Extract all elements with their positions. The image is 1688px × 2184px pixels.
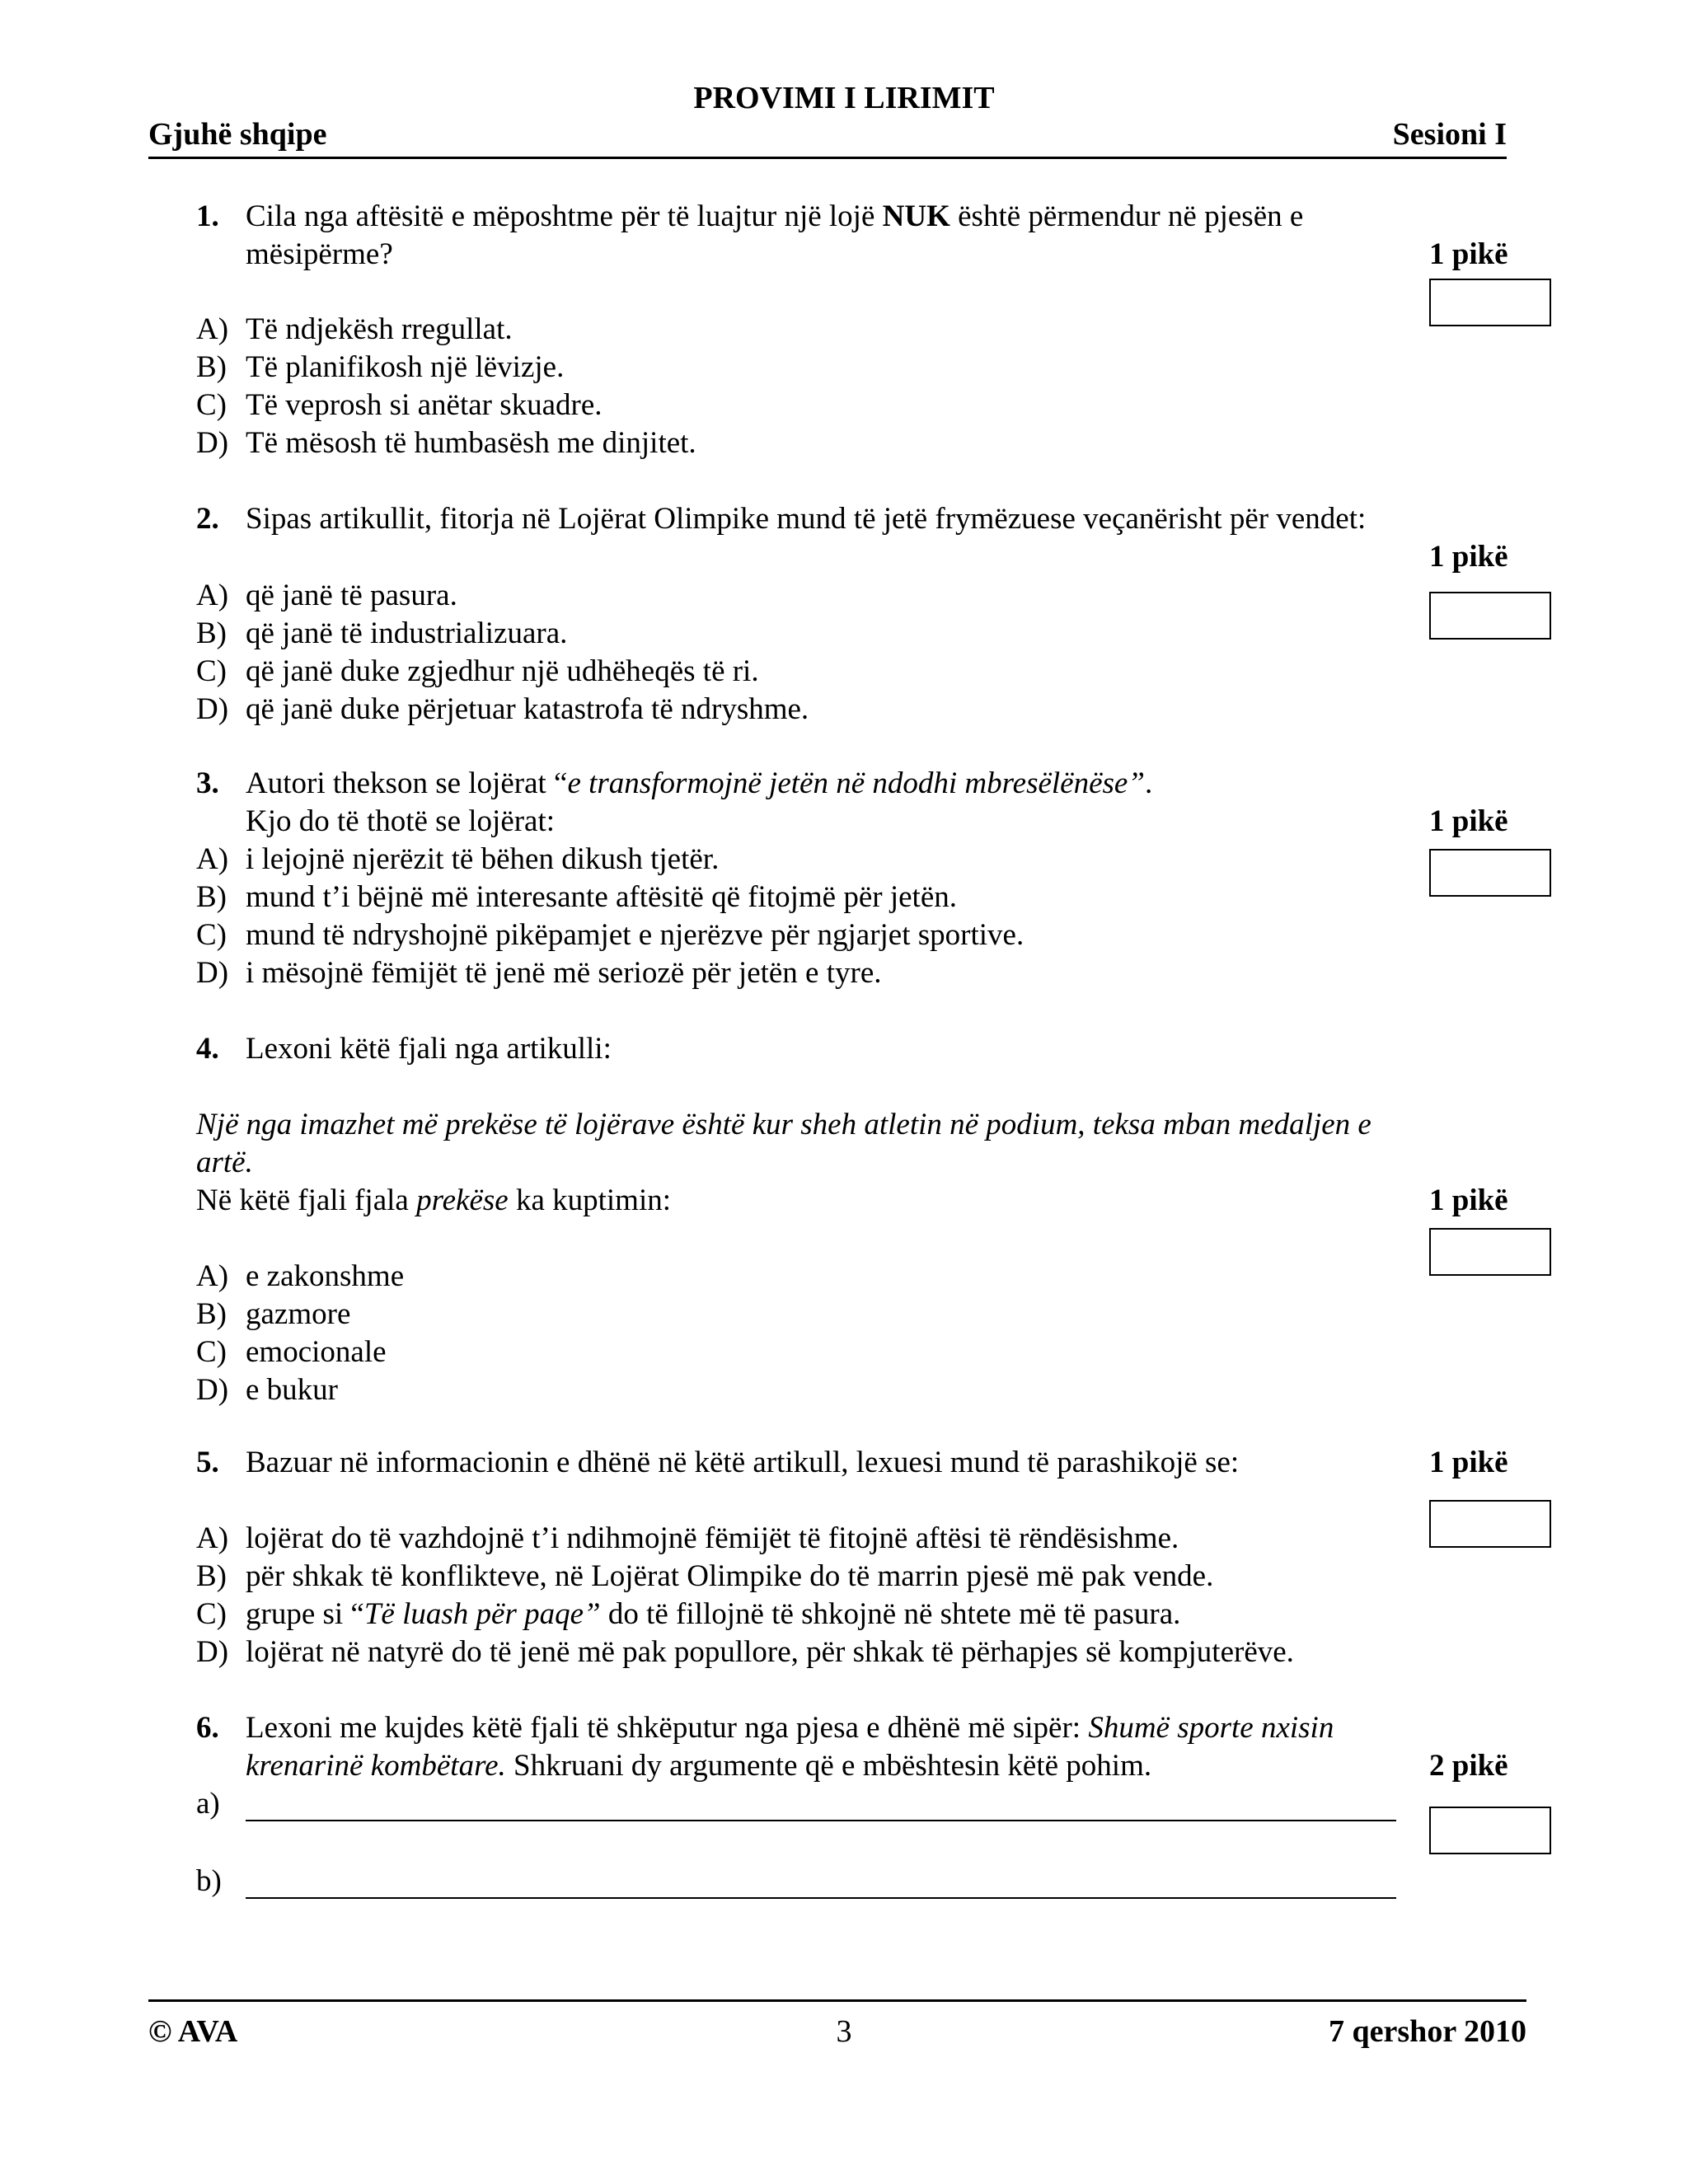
option-c: C) që janë duke zgjedhur një udhëheqës të ri. [196,654,759,688]
option-d: D) që janë duke përjetuar katastrofa të ndryshme. [196,692,809,726]
question-number: 6. [196,1711,219,1745]
answer-label-b: b) [196,1864,222,1898]
question-text-line2: Kjo do të thotë se lojërat: [246,804,556,838]
points-label: 1 pikë [1429,804,1508,838]
question-text-line2: krenarinë kombëtare. Shkruani dy argumente që e mbështesin këtë pohim. [246,1749,1152,1783]
option-c: C) grupe si “Të luash për paqe” do të fillojnë të shkojnë në shtete më të pasura. [196,1597,1181,1631]
question-prompt: Në këtë fjali fjala prekëse ka kuptimin: [196,1183,672,1217]
subject-label: Gjuhë shqipe [148,117,327,152]
option-a: A) i lejojnë njerëzit të bëhen dikush tjetër. [196,842,720,876]
option-a: A) lojërat do të vazhdojnë t’i ndihmojnë fëmijët të fitojnë aftësi të rëndësishme. [196,1521,1179,1555]
question-text: Bazuar në informacionin e dhënë në këtë artikull, lexuesi mund të parashikojë se: [246,1446,1240,1479]
option-c: C) Të veprosh si anëtar skuadre. [196,388,603,422]
question-text: Lexoni me kujdes këtë fjali të shkëputur nga pjesa e dhënë më sipër: Shumë sporte nxisin [246,1711,1334,1745]
question-text: Cila nga aftësitë e mëposhtme për të luajtur një lojë NUK është përmendur në pjesën e [246,199,1304,233]
question-number: 4. [196,1032,219,1066]
answer-line-a[interactable] [246,1820,1396,1821]
option-b: B) gazmore [196,1297,351,1331]
page-number: 3 [836,2014,852,2049]
option-b: B) Të planifikosh një lëvizje. [196,350,565,384]
points-label: 2 pikë [1429,1749,1508,1783]
answer-label-a: a) [196,1787,220,1821]
question-number: 5. [196,1446,219,1479]
option-a: A) e zakonshme [196,1259,405,1293]
score-box[interactable] [1429,1500,1551,1548]
header-divider [148,157,1507,159]
exam-date: 7 qershor 2010 [1329,2014,1526,2049]
option-b: B) mund t’i bëjnë më interesante aftësitë që fitojmë për jetën. [196,880,957,914]
score-box[interactable] [1429,1228,1551,1276]
copyright: © AVA [148,2014,238,2049]
option-c: C) mund të ndryshojnë pikëpamjet e njerëzve për ngjarjet sportive. [196,918,1025,952]
question-number: 1. [196,199,219,233]
points-label: 1 pikë [1429,540,1508,574]
option-c: C) emocionale [196,1335,387,1369]
question-text: Autori thekson se lojërat “e transformojnë jetën në ndodhi mbresëlënëse”. [246,766,1153,800]
option-a: A) që janë të pasura. [196,579,457,612]
question-text: Lexoni këtë fjali nga artikulli: [246,1032,612,1066]
option-d: D) e bukur [196,1373,338,1407]
points-label: 1 pikë [1429,237,1508,271]
option-a: A) Të ndjekësh rregullat. [196,312,513,346]
points-label: 1 pikë [1429,1183,1508,1217]
exam-title: PROVIMI I LIRIMIT [693,81,995,115]
score-box[interactable] [1429,849,1551,897]
answer-line-b[interactable] [246,1897,1396,1899]
score-box[interactable] [1429,1807,1551,1854]
quoted-sentence: Një nga imazhet më prekëse të lojërave është kur sheh atletin në podium, teksa mban medaljen e [196,1108,1372,1141]
question-number: 2. [196,502,219,536]
score-box[interactable] [1429,279,1551,326]
option-b: B) për shkak të konflikteve, në Lojërat Olimpike do të marrin pjesë më pak vende. [196,1559,1214,1593]
option-b: B) që janë të industrializuara. [196,616,568,650]
question-number: 3. [196,766,219,800]
footer-divider [148,1999,1526,2002]
quoted-sentence-line2: artë. [196,1146,253,1179]
question-text: Sipas artikullit, fitorja në Lojërat Olimpike mund të jetë frymëzuese veçanërisht për vendet: [246,502,1367,536]
score-box[interactable] [1429,592,1551,640]
question-text-line2: mësipërme? [246,237,393,271]
option-d: D) i mësojnë fëmijët të jenë më seriozë për jetën e tyre. [196,956,882,990]
option-d: D) Të mësosh të humbasësh me dinjitet. [196,426,696,460]
points-label: 1 pikë [1429,1446,1508,1479]
option-d: D) lojërat në natyrë do të jenë më pak popullore, për shkak të përhapjes së kompjuterëve. [196,1635,1294,1669]
session-label: Sesioni I [1392,117,1507,152]
